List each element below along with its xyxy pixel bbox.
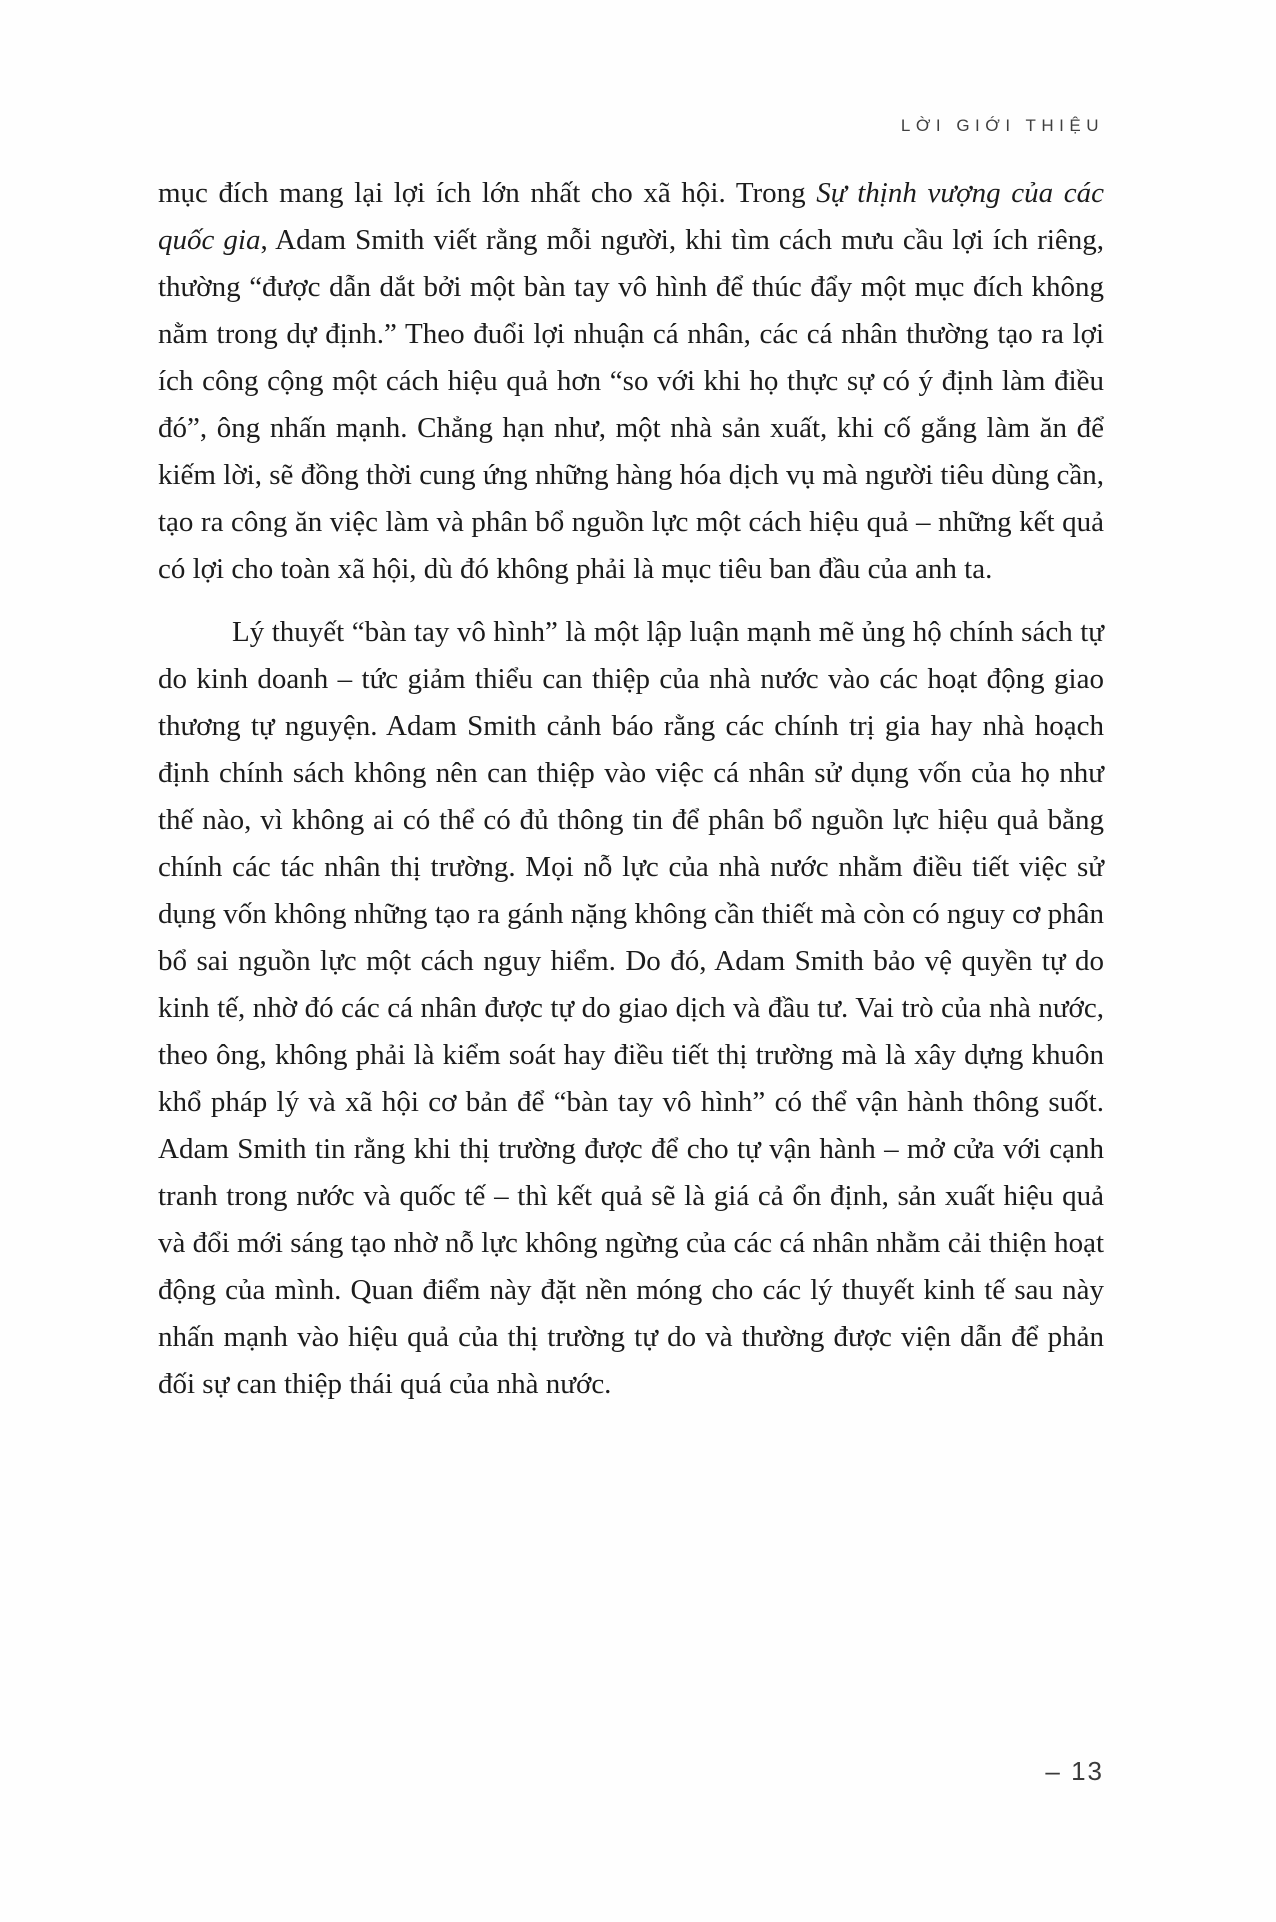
book-title-italic: Sự thịnh vượng của các quốc gia <box>158 177 1104 256</box>
text-run: Lý thuyết “bàn tay vô hình” là một lập luận mạnh mẽ ủng hộ chính sách tự do kinh doanh – tức giảm thiểu can thiệp của nhà nước vào các hoạt động giao thương tự nguyện. Adam Smith cảnh báo rằng các chính trị gia hay nhà hoạch định chính sách không nên can thiệp vào việc cá nhân sử dụng vốn của họ như thế nào, vì không ai có thể có đủ thông tin để phân bổ nguồn lực hiệu quả bằng chính các tác nhân thị trường. Mọi nỗ lực của nhà nước nhằm điều tiết việc sử dụng vốn không những tạo ra gánh nặng không cần thiết mà còn có nguy cơ phân bổ sai nguồn lực một cách nguy hiểm. Do đó, Adam Smith bảo vệ quyền tự do kinh tế, nhờ đó các cá nhân được tự do giao dịch và đầu tư. Vai trò của nhà nước, theo ông, không phải là kiểm soát hay điều tiết thị trường mà là xây dựng khuôn khổ pháp lý và xã hội cơ bản để “bàn tay vô hình” có thể vận hành thông suốt. Adam Smith tin rằng khi thị trường được để cho tự vận hành – mở cửa với cạnh tranh trong nước và quốc tế – thì kết quả sẽ là giá cả ổn định, sản xuất hiệu quả và đổi mới sáng tạo nhờ nỗ lực không ngừng của các cá nhân nhằm cải thiện hoạt động của mình. Quan điểm này đặt nền móng cho các lý thuyết kinh tế sau này nhấn mạnh vào hiệu quả của thị trường tự do và thường được viện dẫn để phản đối sự can thiệp thái quá của nhà nước. <box>158 616 1104 1400</box>
page-body-text <box>158 170 1104 1408</box>
text-run: mục đích mang lại lợi ích lớn nhất cho xã hội. Trong <box>158 177 817 209</box>
text-run: , Adam Smith viết rằng mỗi người, khi tìm cách mưu cầu lợi ích riêng, thường “được dẫn dắt bởi một bàn tay vô hình để thúc đẩy một mục đích không nằm trong dự định.” Theo đuổi lợi nhuận cá nhân, các cá nhân thường tạo ra lợi ích công cộng một cách hiệu quả hơn “so với khi họ thực sự có ý định làm điều đó”, ông nhấn mạnh. Chẳng hạn như, một nhà sản xuất, khi cố gắng làm ăn để kiếm lời, sẽ đồng thời cung ứng những hàng hóa dịch vụ mà người tiêu dùng cần, tạo ra công ăn việc làm và phân bổ nguồn lực một cách hiệu quả – những kết quả có lợi cho toàn xã hội, dù đó không phải là mục tiêu ban đầu của anh ta. <box>158 224 1104 585</box>
paragraph <box>158 170 1104 593</box>
page-number: – 13 <box>1045 1756 1104 1786</box>
running-header-title: LỜI GIỚI THIỆU <box>900 116 1104 135</box>
paragraph <box>158 609 1104 1408</box>
